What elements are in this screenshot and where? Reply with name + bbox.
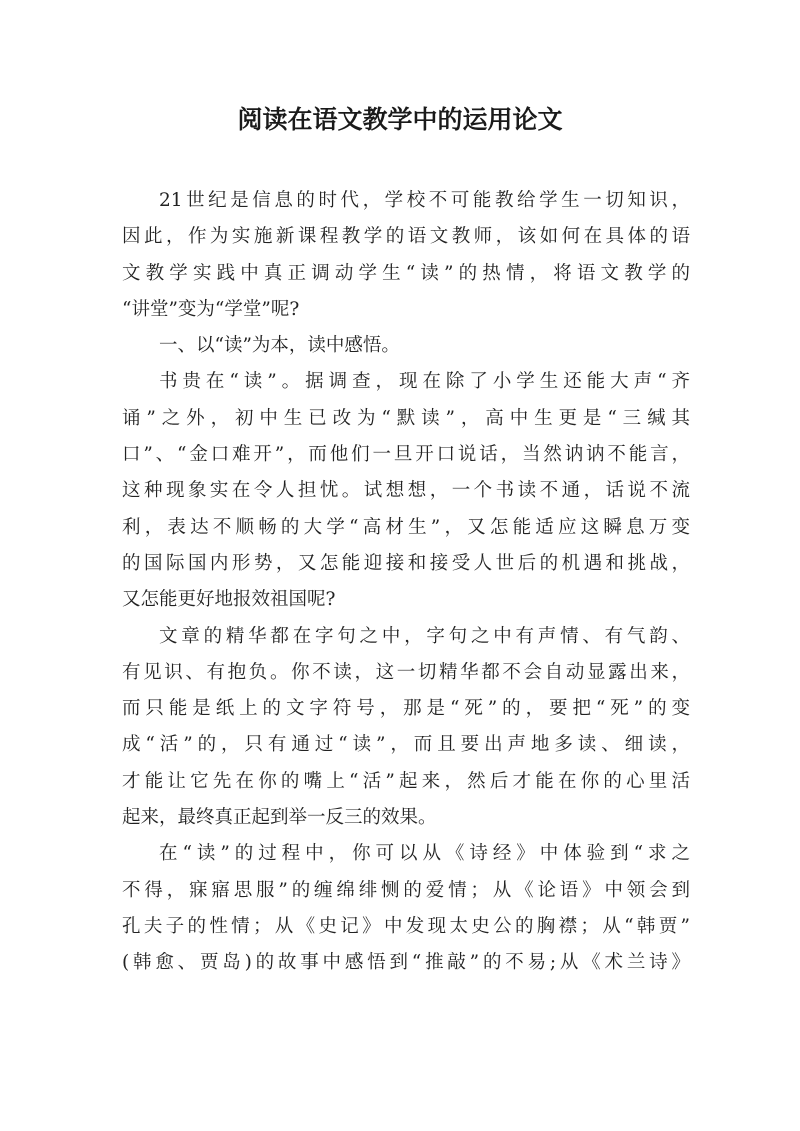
text-line: 不得，寐寤思服”的缠绵绯恻的爱情；从《论语》中领会到 <box>122 879 690 901</box>
text-line: 利，表达不顺畅的大学“高材生”，又怎能适应这瞬息万变 <box>122 516 690 538</box>
document-body <box>122 183 690 982</box>
text-line: (韩愈、贾岛)的故事中感悟到“推敲”的不易;从《术兰诗》 <box>122 952 690 974</box>
text-line: “讲堂”变为“学堂”呢? <box>122 298 300 320</box>
text-line: 才能让它先在你的嘴上“活”起来，然后才能在你的心里活 <box>122 770 690 792</box>
text-line: 这种现象实在令人担忧。试想想，一个书读不通，话说不流 <box>122 480 690 502</box>
text-line: 的国际国内形势，又怎能迎接和接受人世后的机遇和挑战， <box>122 552 690 574</box>
text-line: 成“活”的，只有通过“读”，而且要出声地多读、细读， <box>122 734 690 756</box>
text-line: 在“读”的过程中，你可以从《诗经》中体验到“求之 <box>159 843 690 865</box>
text-line: 起来，最终真正起到举一反三的效果。 <box>122 807 437 829</box>
text-line: 又怎能更好地报效祖国呢? <box>122 589 336 611</box>
text-line: 而只能是纸上的文字符号，那是“死”的，要把“死”的变 <box>122 698 690 720</box>
text-line: 有见识、有抱负。你不读，这一切精华都不会自动显露出来， <box>122 661 690 683</box>
document-title: 阅读在语文教学中的运用论文 <box>237 105 563 134</box>
text-line: 口”、“金口难开”，而他们一旦开口说话，当然讷讷不能言， <box>122 444 690 466</box>
text-line: 21世纪是信息的时代，学校不可能教给学生一切知识， <box>159 190 690 211</box>
text-line: 文章的精华都在字句之中，字句之中有声情、有气韵、 <box>159 625 690 647</box>
text-line: 书贵在“读”。据调查，现在除了小学生还能大声“齐 <box>159 371 690 393</box>
text-line: 因此，作为实施新课程教学的语文教师，该如何在具体的语 <box>122 226 690 248</box>
text-line: 文教学实践中真正调动学生“读”的热情，将语文教学的 <box>122 262 690 284</box>
text-line: 诵”之外，初中生已改为“默读”，高中生更是“三缄其 <box>122 407 690 429</box>
text-line: 孔夫子的性情；从《史记》中发现太史公的胸襟；从“韩贾” <box>122 915 690 937</box>
text-line: 一、以“读”为本，读中感悟。 <box>159 335 400 357</box>
